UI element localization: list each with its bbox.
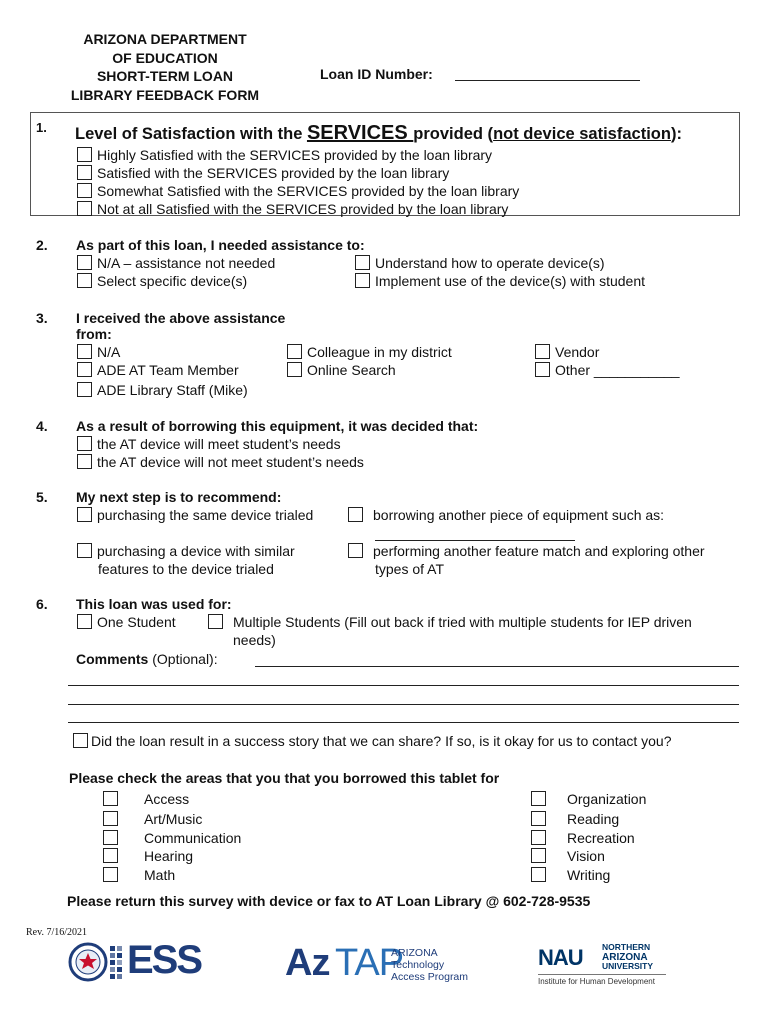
- q1-title-pre: Level of Satisfaction with the: [75, 125, 307, 143]
- checkbox[interactable]: [287, 362, 302, 377]
- checkbox[interactable]: [535, 362, 550, 377]
- q6-option[interactable]: [77, 614, 176, 630]
- aztap-logo: [285, 944, 485, 986]
- q6-number: 6.: [36, 596, 48, 612]
- option-label: Recreation: [567, 830, 635, 846]
- checkbox[interactable]: [531, 791, 546, 806]
- q3-option[interactable]: [287, 362, 396, 378]
- option-label: purchasing the same device trialed: [97, 507, 314, 523]
- option-label: the AT device will meet student’s needs: [97, 436, 341, 452]
- checkbox[interactable]: [77, 507, 92, 522]
- area-option[interactable]: [531, 830, 635, 846]
- option-label: ADE AT Team Member: [97, 362, 239, 378]
- checkbox[interactable]: [77, 183, 92, 198]
- checkbox[interactable]: [77, 147, 92, 162]
- area-option[interactable]: [531, 867, 610, 883]
- option-label: Understand how to operate device(s): [375, 255, 605, 271]
- area-option[interactable]: [103, 848, 193, 864]
- q1-title: [75, 122, 682, 145]
- area-option[interactable]: [531, 848, 605, 864]
- loan-id-label: Loan ID Number:: [320, 66, 433, 82]
- q2-option[interactable]: [77, 273, 247, 289]
- comments-label: [76, 651, 218, 667]
- q1-title-services: SERVICES: [306, 122, 414, 144]
- loan-id-field[interactable]: [455, 80, 640, 81]
- checkbox[interactable]: [77, 614, 92, 629]
- checkbox[interactable]: [103, 830, 118, 845]
- option-label: One Student: [97, 614, 176, 630]
- option-label: Hearing: [144, 848, 194, 864]
- option-label: Multiple Students (Fill out back if tried with multiple students for IEP driven: [233, 614, 692, 630]
- checkbox[interactable]: [77, 344, 92, 359]
- checkbox[interactable]: [103, 811, 118, 826]
- return-note: Please return this survey with device or fax to AT Loan Library @ 602-728-9535: [67, 893, 591, 909]
- ess-text: ESS: [127, 938, 202, 982]
- q6-option[interactable]: [208, 614, 692, 630]
- checkbox[interactable]: [103, 791, 118, 806]
- checkbox[interactable]: [348, 543, 363, 558]
- option-label: Reading: [567, 811, 620, 827]
- ess-logo: [68, 940, 218, 985]
- other-blank[interactable]: ___________: [593, 362, 680, 378]
- option-label: Access: [144, 791, 190, 807]
- option-label: Vision: [567, 848, 605, 864]
- checkbox[interactable]: [77, 165, 92, 180]
- checkbox[interactable]: [531, 830, 546, 845]
- option-label: Highly Satisfied with the SERVICES provided by the loan library: [97, 147, 493, 163]
- comments-line[interactable]: [68, 722, 739, 723]
- title-line: SHORT-TERM LOAN: [96, 68, 234, 84]
- q3-option[interactable]: [287, 344, 452, 360]
- q1-option[interactable]: [77, 165, 449, 181]
- option-label: Math: [144, 867, 176, 883]
- q2-option[interactable]: [355, 255, 605, 271]
- checkbox[interactable]: [208, 614, 223, 629]
- aztap-line: Access Program: [391, 971, 469, 983]
- checkbox[interactable]: [77, 454, 92, 469]
- option-label: borrowing another piece of equipment such as:: [373, 507, 665, 523]
- q6-option-cont: needs): [233, 632, 276, 648]
- area-option[interactable]: [103, 867, 175, 883]
- area-option[interactable]: [103, 811, 202, 827]
- checkbox[interactable]: [355, 273, 370, 288]
- option-label: Organization: [567, 791, 647, 807]
- q5-number: 5.: [36, 489, 48, 505]
- checkbox[interactable]: [355, 255, 370, 270]
- option-label: purchasing a device with similar: [97, 543, 295, 559]
- checkbox[interactable]: [103, 867, 118, 882]
- comments-line[interactable]: [68, 685, 739, 686]
- checkbox[interactable]: [77, 543, 92, 558]
- area-option[interactable]: [103, 791, 189, 807]
- checkbox[interactable]: [77, 255, 92, 270]
- option-label: Did the loan result in a success story that we can share? If so, is it okay for us to contact you?: [91, 733, 672, 749]
- option-label: Writing: [567, 867, 611, 883]
- nau-name: [602, 943, 653, 972]
- checkbox[interactable]: [77, 382, 92, 397]
- option-label: ADE Library Staff (Mike): [97, 382, 248, 398]
- title-line: ARIZONA DEPARTMENT: [83, 31, 247, 47]
- form-title: [50, 30, 280, 104]
- revision-date: Rev. 7/16/2021: [26, 927, 88, 938]
- title-line: OF EDUCATION: [112, 49, 218, 66]
- comments-line[interactable]: [255, 666, 739, 667]
- option-label: Not at all Satisfied with the SERVICES provided by the loan library: [97, 201, 509, 217]
- q1-option[interactable]: [77, 183, 519, 199]
- checkbox[interactable]: [287, 344, 302, 359]
- checkbox[interactable]: [531, 811, 546, 826]
- q3-option-other[interactable]: [535, 362, 680, 378]
- q1-title-underlined: not device satisfaction: [493, 125, 671, 143]
- option-label: N/A: [97, 344, 121, 360]
- q6-title: This loan was used for:: [76, 596, 232, 612]
- option-label: Implement use of the device(s) with student: [375, 273, 646, 289]
- aztap-line: ARIZONA: [391, 947, 438, 959]
- q5-option-cont: features to the device trialed: [98, 561, 274, 577]
- q2-title: As part of this loan, I needed assistance to:: [76, 237, 365, 253]
- q2-number: 2.: [36, 237, 48, 253]
- option-label: Other: [555, 362, 591, 378]
- option-label: Colleague in my district: [307, 344, 452, 360]
- checkbox[interactable]: [77, 362, 92, 377]
- nau-line: ARIZONA: [602, 951, 648, 963]
- q4-option[interactable]: [77, 436, 341, 452]
- q5-option[interactable]: [348, 543, 705, 559]
- q4-number: 4.: [36, 418, 48, 434]
- checkbox[interactable]: [77, 273, 92, 288]
- q4-option[interactable]: [77, 454, 364, 470]
- option-label: Select specific device(s): [97, 273, 248, 289]
- nau-institute: Institute for Human Development: [538, 977, 655, 986]
- aztap-tap-text: TAP: [335, 942, 404, 984]
- q1-title-post: ):: [670, 125, 682, 143]
- q5-equipment-field[interactable]: [375, 540, 575, 541]
- q3-option[interactable]: [77, 344, 120, 360]
- checkbox[interactable]: [531, 848, 546, 863]
- nau-logo: [538, 941, 678, 991]
- q5-option-cont: types of AT: [375, 561, 444, 577]
- q3-title-line2: from:: [76, 326, 112, 342]
- option-label: Communication: [144, 830, 242, 846]
- area-option[interactable]: [531, 791, 646, 807]
- option-label: Art/Music: [144, 811, 203, 827]
- aztap-line: Technology: [391, 959, 445, 971]
- nau-line: UNIVERSITY: [602, 961, 654, 971]
- checkbox[interactable]: [348, 507, 363, 522]
- area-option[interactable]: [103, 830, 241, 846]
- option-label: performing another feature match and exploring other: [373, 543, 705, 559]
- q3-title-line1: I received the above assistance: [76, 310, 286, 326]
- q3-number: 3.: [36, 310, 48, 326]
- q3-option[interactable]: [77, 362, 239, 378]
- checkbox[interactable]: [103, 848, 118, 863]
- success-story-option[interactable]: [73, 733, 672, 749]
- q2-option[interactable]: [77, 255, 275, 271]
- area-option[interactable]: [531, 811, 619, 827]
- option-label: Vendor: [555, 344, 600, 360]
- checkbox[interactable]: [531, 867, 546, 882]
- checkbox[interactable]: [535, 344, 550, 359]
- q2-option[interactable]: [355, 273, 645, 289]
- checkbox[interactable]: [77, 436, 92, 451]
- areas-title: Please check the areas that you that you borrowed this tablet for: [69, 770, 500, 786]
- title-line: LIBRARY FEEDBACK FORM: [70, 86, 260, 103]
- option-label: Somewhat Satisfied with the SERVICES provided by the loan library: [97, 183, 520, 199]
- q5-option[interactable]: [77, 507, 313, 523]
- q5-title: My next step is to recommend:: [76, 489, 282, 505]
- q5-option[interactable]: [77, 543, 295, 559]
- nau-divider: [538, 974, 666, 975]
- aztap-subtitle: [391, 947, 468, 983]
- q4-title: As a result of borrowing this equipment, it was decided that:: [76, 418, 479, 434]
- q1-title-mid: provided (: [413, 125, 494, 143]
- nau-line: NORTHERN: [602, 942, 651, 952]
- q1-number: 1.: [36, 120, 47, 135]
- option-label: the AT device will not meet student’s needs: [97, 454, 364, 470]
- comments-label-bold: Comments: [76, 651, 149, 667]
- comments-label-optional: (Optional):: [148, 651, 218, 667]
- q1-option[interactable]: [77, 201, 508, 217]
- option-label: N/A – assistance not needed: [97, 255, 276, 271]
- nau-text: NAU: [538, 945, 583, 970]
- option-label: Online Search: [307, 362, 396, 378]
- comments-line[interactable]: [68, 704, 739, 705]
- q3-option[interactable]: [77, 382, 248, 398]
- checkbox[interactable]: [73, 733, 88, 748]
- q3-option[interactable]: [535, 344, 599, 360]
- q5-option[interactable]: [348, 507, 664, 523]
- checkbox[interactable]: [77, 201, 92, 216]
- aztap-az-text: Az: [285, 942, 330, 984]
- option-label: Satisfied with the SERVICES provided by the loan library: [97, 165, 450, 181]
- q1-option[interactable]: [77, 147, 492, 163]
